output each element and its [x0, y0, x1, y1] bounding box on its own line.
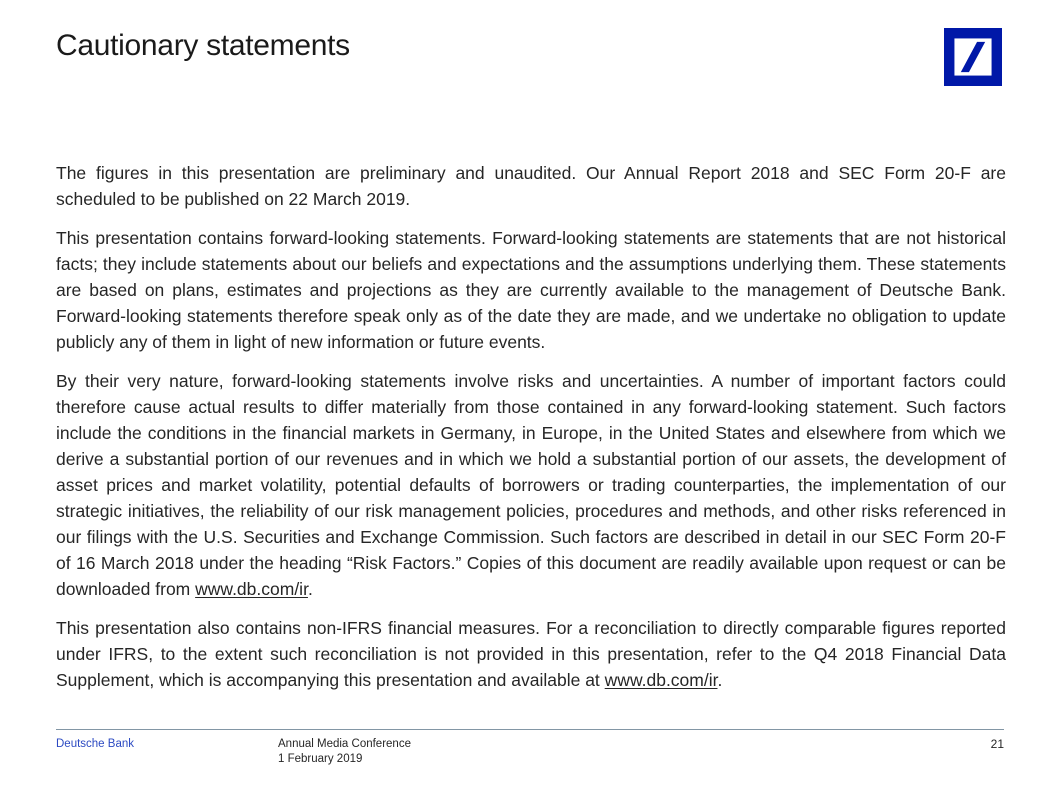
slide-header: [56, 26, 1002, 86]
page-title: Cautionary statements: [56, 29, 350, 62]
footer-event-block: [278, 737, 991, 767]
paragraph: The figures in this presentation are preliminary and unaudited. Our Annual Report 2018 and SEC Form 20-F are scheduled to be published on 22 March 2019.: [56, 163, 1006, 209]
paragraph: By their very nature, forward-looking statements involve risks and uncertainties. A number of important factors could therefore cause actual results to differ materially from those contained in any forward-looking statement. Such factors include the conditions in the financial markets in Germany, in Europe, in the United States and elsewhere from which we derive a substantial portion of our revenues and in which we hold a substantial portion of our assets, the development of asset prices and market volatility, potential defaults of borrowers or trading counterparties, the implementation of our strategic initiatives, the reliability of our risk management policies, procedures and methods, and other risks referenced in our filings with the U.S. Securities and Exchange Commission. Such factors are described in detail in our SEC Form 20-F of 16 March 2018 under the heading “Risk Factors.” Copies of this document are readily available upon request or can be downloaded from www.db.com/ir.: [56, 371, 1006, 599]
footer-row: [56, 730, 1004, 767]
db-ir-link[interactable]: www.db.com/ir: [195, 579, 308, 599]
footer-brand: Deutsche Bank: [56, 738, 134, 750]
footer-event-date: 1 February 2019: [278, 753, 363, 765]
paragraph: This presentation also contains non-IFRS financial measures. For a reconciliation to directly comparable figures reported under IFRS, to the extent such reconciliation is not provided in this presentation, refer to the Q4 2018 Financial Data Supplement, which is accompanying this presentation and available at www.db.com/ir.: [56, 618, 1006, 690]
body-text: [56, 160, 1006, 706]
db-ir-link[interactable]: www.db.com/ir: [604, 670, 718, 690]
deutsche-bank-logo-icon: [944, 28, 1002, 86]
footer-event-title: Annual Media Conference: [278, 738, 411, 750]
paragraph: This presentation contains forward-looking statements. Forward-looking statements are statements that are not historical facts; they include statements about our beliefs and expectations and the assumptions underlying them. These statements are based on plans, estimates and projections as they are currently available to the management of Deutsche Bank. Forward-looking statements therefore speak only as of the date they are made, and we undertake no obligation to update publicly any of them in light of new information or future events.: [56, 228, 1006, 352]
page-number: 21: [990, 737, 1004, 751]
slide-footer: [56, 729, 1004, 767]
